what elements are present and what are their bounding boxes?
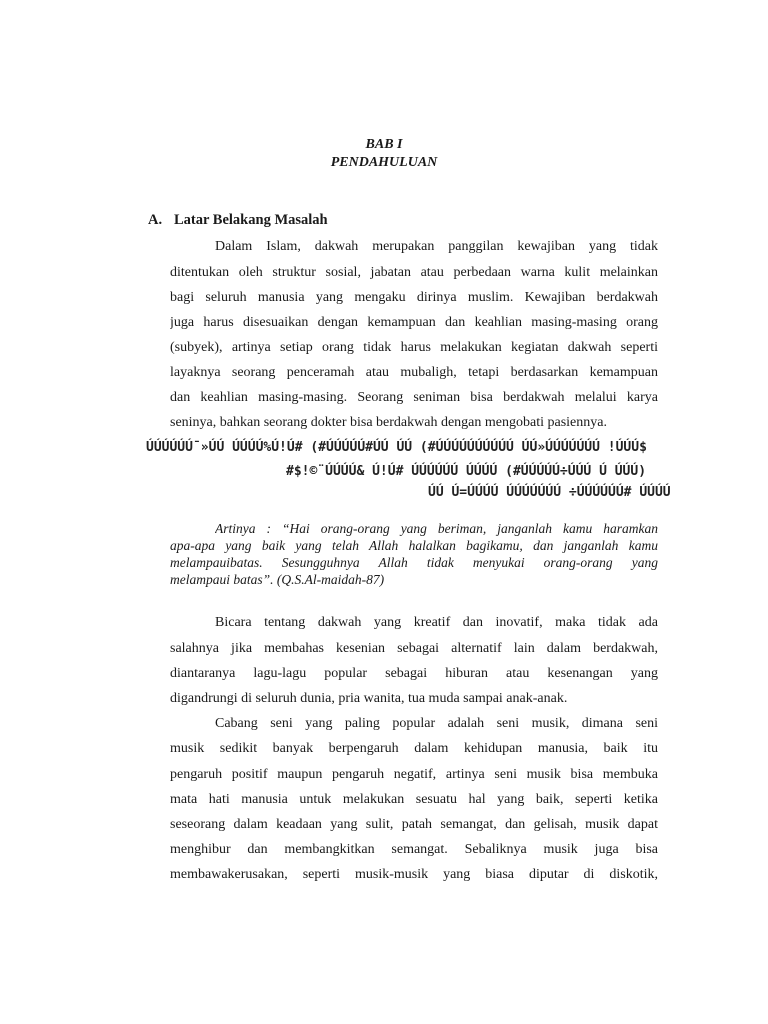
section-title: Latar Belakang Masalah [174, 212, 328, 228]
paragraph-line: (subyek), artinya setiap orang tidak harus melakukan kegiatan dakwah seperti [170, 340, 658, 355]
paragraph-line: seninya, bahkan seorang dokter bisa berdakwah dengan mengobati pasiennya. [170, 415, 607, 430]
paragraph-line: seseorang dalam keadaan yang sulit, patah semangat, dan gelisah, musik dapat [170, 817, 658, 832]
paragraph-line: dan keahlian masing-masing. Seorang seniman bisa berdakwah melalui karya [170, 390, 658, 405]
translation-line: Artinya : “Hai orang-orang yang beriman, janganlah kamu haramkan [215, 521, 658, 536]
arabic-verse-line: #$!©¨ÚÚÚÚ& Ú!Ú# ÚÚÚÚÚÚ ÚÚÚÚ (#ÚÚÚÚÚ÷ÚÚÚ Ú ÚÚÚ) [286, 464, 647, 479]
paragraph-line: pengaruh positif maupun pengaruh negatif, artinya seni musik bisa membuka [170, 767, 658, 782]
paragraph-line: mata hati manusia untuk melakukan sesuatu hal yang baik, seperti ketika [170, 792, 658, 807]
paragraph-line: layaknya seorang penceramah atau mubaligh, tetapi berdasarkan kemampuan [170, 365, 658, 380]
paragraph-line: salahnya jika membahas kesenian sebagai alternatif lain dalam berdakwah, [170, 641, 658, 656]
paragraph-line: Cabang seni yang paling popular adalah seni musik, dimana seni [215, 716, 658, 731]
chapter-title: PENDAHULUAN [330, 155, 438, 170]
paragraph-line: musik sedikit banyak berpengaruh dalam kehidupan manusia, baik itu [170, 741, 658, 756]
section-heading [148, 212, 328, 229]
paragraph-line: bagi seluruh manusia yang mengaku dirinya muslim. Kewajiban berdakwah [170, 290, 658, 305]
section-letter: A. [148, 212, 163, 228]
paragraph-line: membawakerusakan, seperti musik-musik yang biasa diputar di diskotik, [170, 867, 658, 882]
paragraph-line: diantaranya lagu-lagu popular sebagai hiburan atau kesenangan yang [170, 666, 658, 681]
arabic-verse-line: ÚÚ Ú=ÚÚÚÚ ÚÚÚÚÚÚÚ ÷ÚÚÚÚÚÚ# ÚÚÚÚ [428, 485, 671, 500]
paragraph-line: menghibur dan membangkitkan semangat. Sebaliknya musik juga bisa [170, 842, 658, 857]
paragraph-line: digandrungi di seluruh dunia, pria wanita, tua muda sampai anak-anak. [170, 691, 568, 706]
arabic-verse-line: ÚÚÚÚÚÚ¯»ÚÚ ÚÚÚÚ%Ú!Ú# (#ÚÚÚÚÚ#ÚÚ ÚÚ (#ÚÚÚÚÚÚÚÚÚÚ ÚÚ»ÚÚÚÚÚÚÚ !ÚÚÚ$ [146, 440, 647, 455]
translation-line: melampauibatas. Sesungguhnya Allah tidak menyukai orang-orang yang [170, 555, 658, 570]
chapter-number: BAB I [365, 137, 403, 152]
paragraph-line: ditentukan oleh struktur sosial, jabatan atau perbedaan warna kulit melainkan [170, 265, 658, 280]
paragraph-line: juga harus disesuaikan dengan kemampuan dan keahlian masing-masing orang [170, 315, 658, 330]
translation-line: melampaui batas”. (Q.S.Al-maidah-87) [170, 572, 385, 587]
paragraph-line: Dalam Islam, dakwah merupakan panggilan kewajiban yang tidak [215, 239, 658, 254]
translation-line: apa-apa yang baik yang telah Allah halalkan bagikamu, dan janganlah kamu [170, 538, 658, 553]
paragraph-line: Bicara tentang dakwah yang kreatif dan inovatif, maka tidak ada [215, 615, 658, 630]
